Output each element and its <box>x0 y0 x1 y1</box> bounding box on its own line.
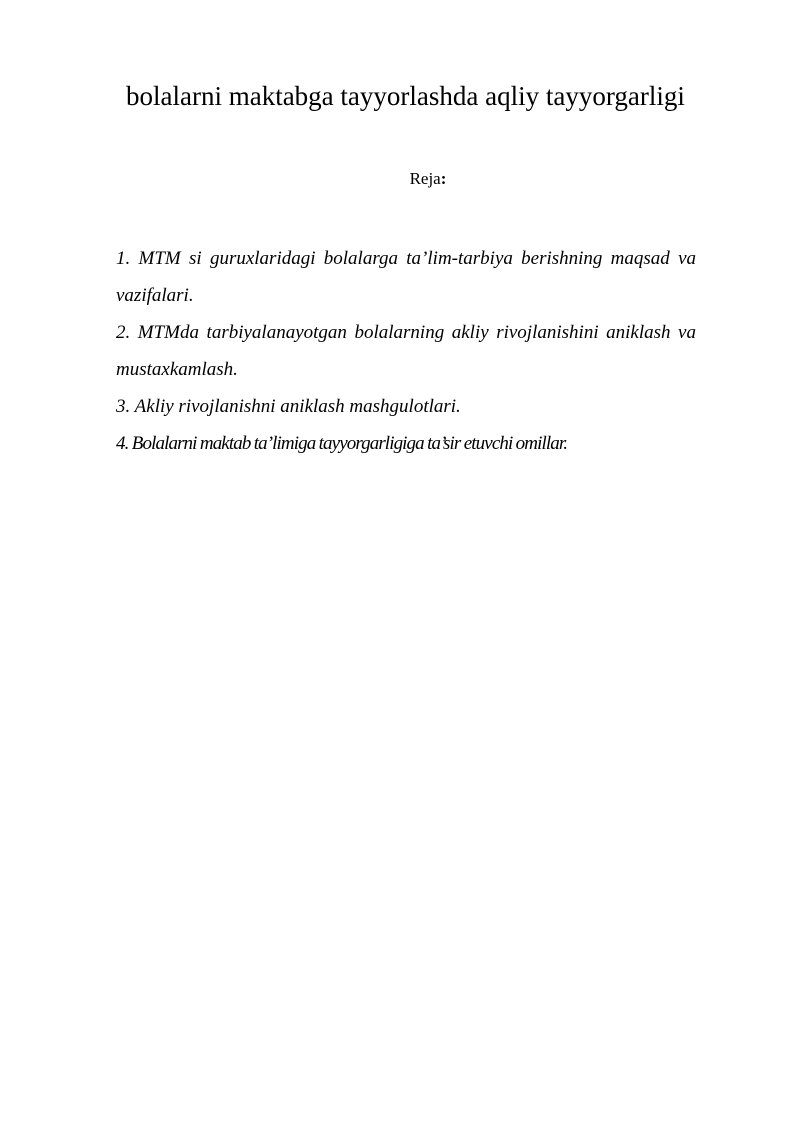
plan-heading <box>0 168 800 190</box>
title-container <box>126 78 746 118</box>
plan-item-2: 2. MTMda tarbiyalanayotgan bolalarning akliy rivojlanishini aniklash va mustaxkamlash. <box>116 322 696 380</box>
plan-heading-colon: : <box>440 169 447 188</box>
plan-list <box>116 240 696 462</box>
plan-item-4: 4. Bolalarni maktab ta’limiga tayyorgarligiga ta’sir etuvchi omillar. <box>116 433 568 454</box>
document-title: bolalarni maktabga tayyorlashda aqliy tayyorgarligi <box>126 81 685 111</box>
plan-item-3: 3. Akliy rivojlanishni aniklash mashgulotlari. <box>116 396 461 417</box>
plan-heading-label: Reja <box>409 169 441 188</box>
plan-item-1: 1. MTM si guruxlaridagi bolalarga ta’lim-tarbiya berishning maqsad va vazifalari. <box>116 248 696 306</box>
